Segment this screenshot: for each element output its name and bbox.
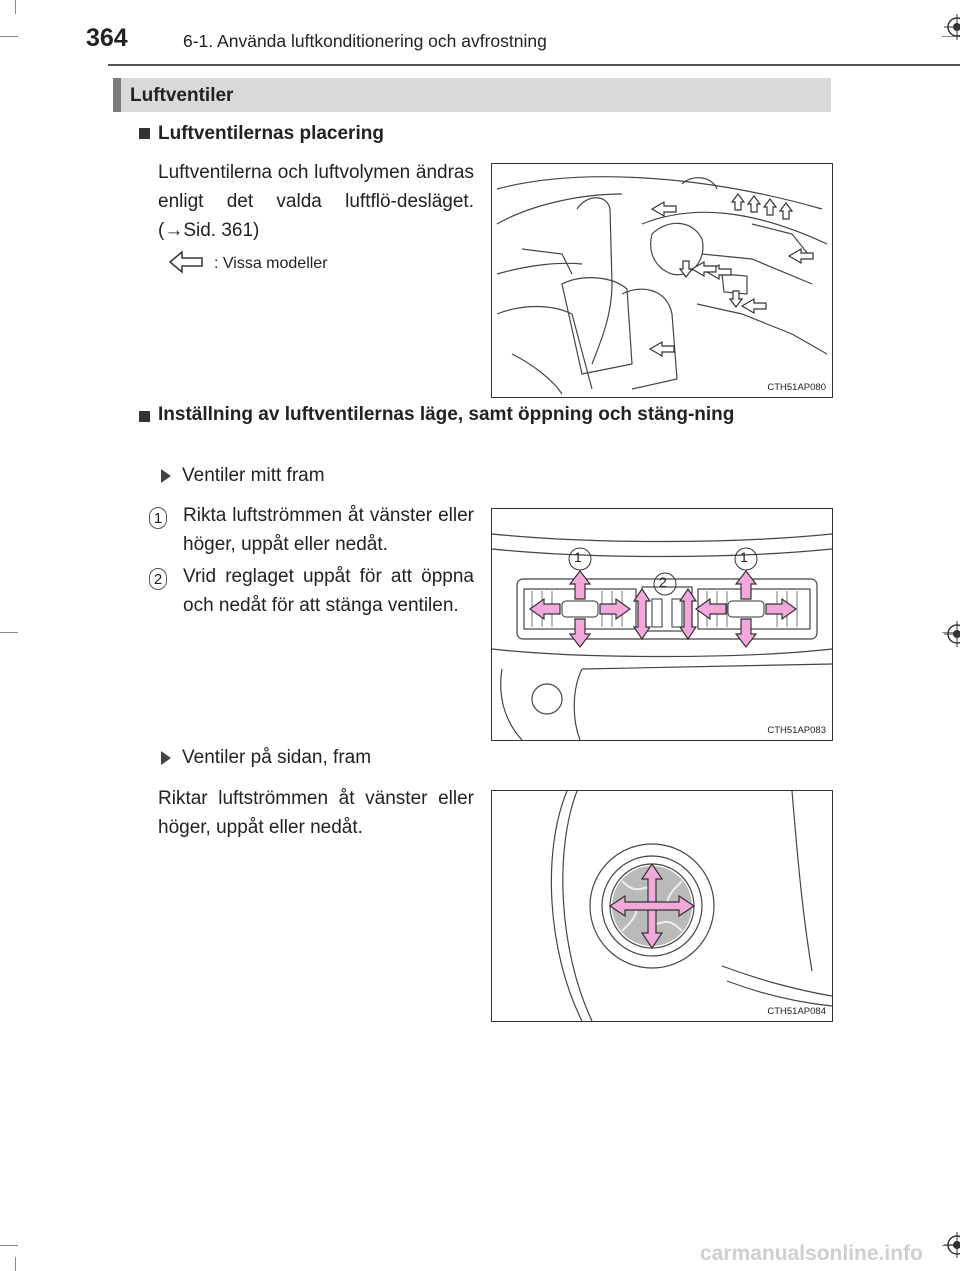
section-title: Luftventiler [130, 85, 234, 106]
adjust-heading: Inställning av luftventilernas läge, samt öppning och stäng-ning [158, 404, 735, 425]
figure-code: CTH51AP084 [767, 1006, 826, 1017]
figure-code: CTH51AP083 [767, 725, 826, 736]
triangle-bullet-icon [161, 751, 171, 765]
crop-mark [0, 632, 18, 633]
crop-mark [15, 0, 16, 14]
callout-number: 1 [740, 549, 748, 565]
crop-mark [0, 1245, 18, 1246]
square-bullet-icon [139, 411, 150, 422]
placement-heading: Luftventilernas placering [158, 123, 384, 144]
registration-mark-icon [944, 1232, 960, 1258]
legend-text: : Vissa modeller [214, 255, 328, 272]
center-vents-label: Ventiler mitt fram [182, 465, 325, 486]
figure-side-vent [491, 790, 833, 1022]
step-text: Vrid reglaget uppåt för att öppna och nedåt för att stänga ventilen. [183, 566, 474, 616]
figure-code: CTH51AP080 [767, 382, 826, 393]
registration-mark-icon [944, 621, 960, 647]
vent-arrow-icon [168, 250, 204, 274]
figure-interior [491, 163, 833, 398]
crop-mark [15, 1257, 16, 1271]
callout-number: 1 [574, 549, 582, 565]
placement-paragraph: Luftventilerna och luftvolymen ändras enligt det valda luftflö-desläget. (→Sid. 361) [158, 162, 474, 241]
chapter-title: 6-1. Använda luftkonditionering och avfrostning [183, 31, 547, 51]
figure-center-vents [491, 508, 833, 741]
step-text: Rikta luftströmmen åt vänster eller höger, uppåt eller nedåt. [183, 505, 474, 555]
square-bullet-icon [139, 128, 150, 139]
crop-mark [0, 36, 18, 37]
center-vents-illustration [492, 509, 832, 740]
page-number: 364 [86, 24, 128, 52]
side-vents-text: Riktar luftströmmen åt vänster eller höger, uppåt eller nedåt. [158, 788, 474, 838]
header-divider [108, 64, 960, 66]
interior-illustration [492, 164, 832, 397]
triangle-bullet-icon [161, 469, 171, 483]
watermark: carmanualsonline.info [700, 1242, 923, 1265]
callout-number: 2 [659, 574, 667, 590]
step-number: 1 [149, 507, 167, 529]
side-vent-illustration [492, 791, 832, 1021]
side-vents-label: Ventiler på sidan, fram [182, 747, 372, 768]
step-number: 2 [149, 568, 167, 590]
registration-mark-icon [944, 14, 960, 40]
